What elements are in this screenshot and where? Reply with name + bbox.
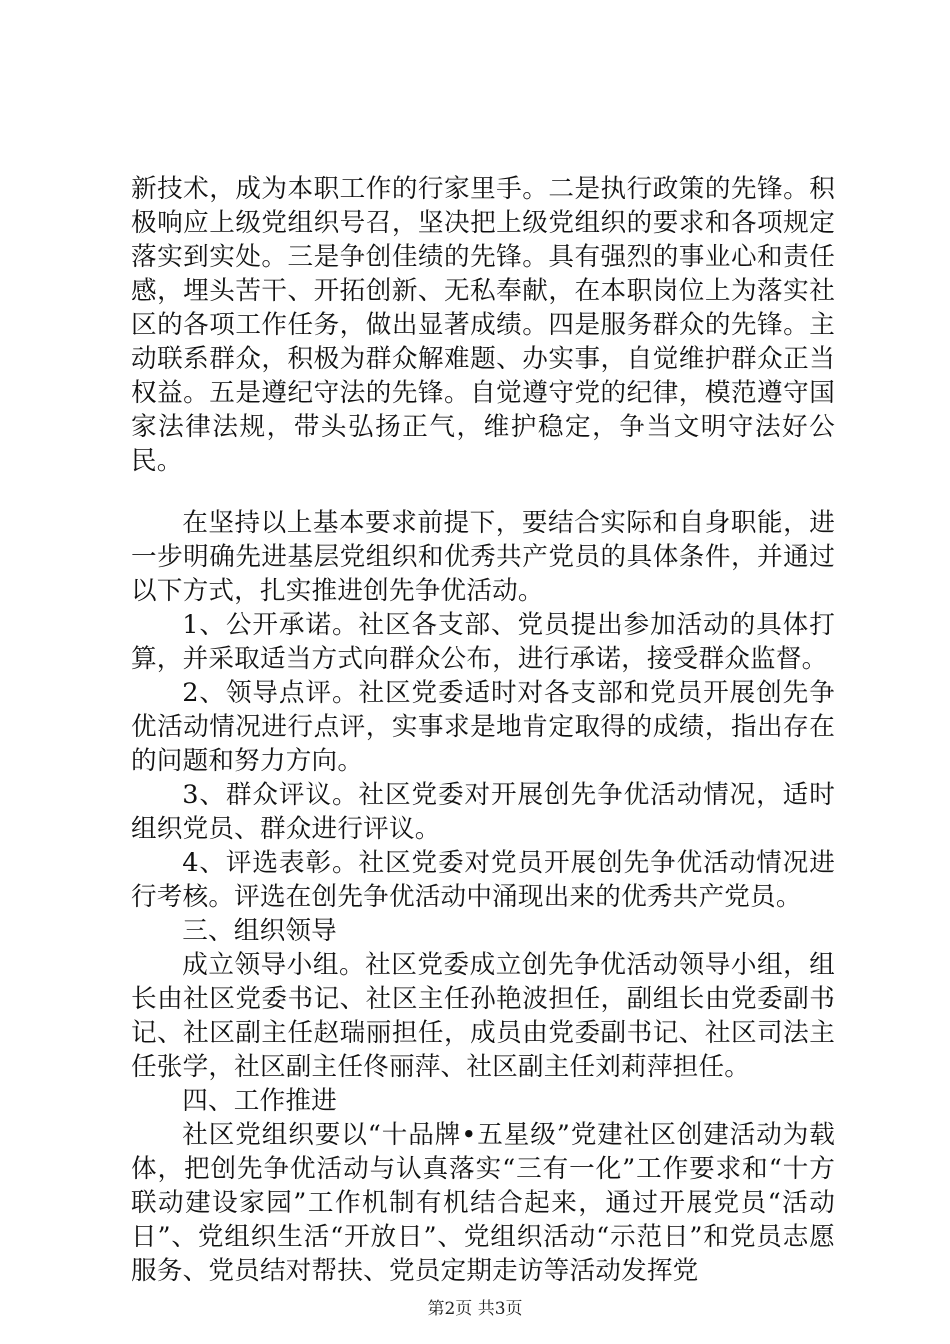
list-item-selection-award: 4、评选表彰。社区党委对党员开展创先争优活动情况进行考核。评选在创先争优活动中涌现出来的优秀共产党员。: [131, 848, 835, 912]
document-body: [131, 172, 835, 1288]
list-item-public-commitment: 1、公开承诺。社区各支部、党员提出参加活动的具体打算，并采取适当方式向群众公布，进行承诺，接受群众监督。: [131, 610, 835, 674]
list-item-public-evaluation: 3、群众评议。社区党委对开展创先争优活动情况，适时组织党员、群众进行评议。: [131, 780, 835, 844]
paragraph-vanguard-roles: 新技术，成为本职工作的行家里手。二是执行政策的先锋。积极响应上级党组织号召，坚决把上级党组织的要求和各项规定落实到实处。三是争创佳绩的先锋。具有强烈的事业心和责任感，埋头苦干、开拓创新、无私奉献，在本职岗位上为落实社区的各项工作任务，做出显著成绩。四是服务群众的先锋。主动联系群众，积极为群众解难题、办实事，自觉维护群众正当权益。五是遵纪守法的先锋。自觉遵守党的纪律，模范遵守国家法律法规，带头弘扬正气，维护稳定，争当文明守法好公民。: [131, 174, 835, 476]
section-heading-organization: 三、组织领导: [182, 916, 337, 946]
paragraph-intro-methods: 在坚持以上基本要求前提下，要结合实际和自身职能，进一步明确先进基层党组织和优秀共产党员的具体条件，并通过以下方式，扎实推进创先争优活动。: [131, 508, 835, 606]
paragraph-work-progress: 社区党组织要以“十品牌•五星级”党建社区创建活动为载体，把创先争优活动与认真落实“三有一化”工作要求和“十方联动建设家园”工作机制有机结合起来，通过开展党员“活动日”、党组织生活“开放日”、党组织活动“示范日”和党员志愿服务、党员结对帮扶、党员定期走访等活动发挥党: [131, 1120, 835, 1286]
page-number-footer: 第2页 共3页: [427, 1299, 523, 1319]
paragraph-gap: [131, 478, 835, 506]
paragraph-leadership-group: 成立领导小组。社区党委成立创先争优活动领导小组，组长由社区党委书记、社区主任孙艳波担任，副组长由党委副书记、社区副主任赵瑞丽担任，成员由党委副书记、社区司法主任张学，社区副主任佟丽萍、社区副主任刘莉萍担任。: [131, 950, 835, 1082]
list-item-leader-review: 2、领导点评。社区党委适时对各支部和党员开展创先争优活动情况进行点评，实事求是地肯定取得的成绩，指出存在的问题和努力方向。: [131, 678, 835, 776]
section-heading-work-progress: 四、工作推进: [182, 1086, 337, 1116]
